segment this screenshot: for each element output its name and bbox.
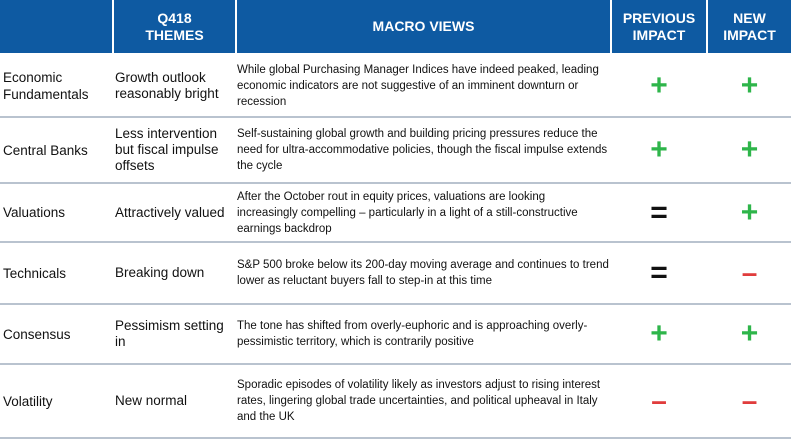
row-category: Volatility (3, 393, 53, 409)
table-row (0, 55, 791, 116)
previous-impact-symbol: = (650, 195, 668, 229)
previous-impact-symbol: = (650, 256, 668, 289)
row-category: Technicals (3, 265, 67, 281)
header-macro-views: MACRO VIEWS (237, 0, 610, 53)
new-impact-symbol: – (741, 385, 758, 416)
row-theme: Pessimism setting in (115, 318, 224, 349)
table-row (0, 118, 791, 182)
row-category: Economic Fundamentals (3, 69, 89, 102)
row-macro-view: Self-sustaining global growth and building pricing pressures reduce the need for ultra-accommodative policies, though the fiscal impulse extends the cycle (237, 128, 608, 172)
table-row (0, 305, 791, 363)
row-macro-view: The tone has shifted from overly-euphoric and is approaching overly-pessimistic territory, which is contrarily positive (237, 320, 588, 348)
table-row (0, 243, 791, 303)
row-theme: New normal (115, 393, 188, 408)
table-header (0, 0, 791, 55)
header-new-impact: NEW IMPACT (708, 0, 791, 53)
row-theme: Attractively valued (115, 204, 225, 220)
row-theme: Less intervention but fiscal impulse offsets (115, 126, 219, 173)
row-macro-view: While global Purchasing Manager Indices have indeed peaked, leading economic indicators are not suggestive of an imminent downturn or recession (237, 63, 599, 108)
previous-impact-symbol: + (650, 68, 668, 102)
row-theme: Breaking down (115, 265, 205, 280)
new-impact-symbol: + (740, 133, 759, 166)
row-theme: Growth outlook reasonably bright (115, 69, 219, 101)
row-macro-view: Sporadic episodes of volatility likely as investors adjust to rising interest rates, lingering global trade uncertainties, and political upheaval in Italy and the UK (237, 379, 601, 423)
row-divider (0, 437, 791, 439)
new-impact-symbol: + (740, 195, 759, 229)
header-themes: Q418 THEMES (114, 0, 235, 53)
header-previous-impact: PREVIOUS IMPACT (612, 0, 706, 53)
row-category: Valuations (3, 205, 66, 220)
new-impact-symbol: + (740, 68, 759, 102)
row-macro-view: S&P 500 broke below its 200-day moving average and continues to trend lower as reluctant buyers fall to step-in at this time (237, 259, 609, 287)
previous-impact-symbol: + (650, 317, 668, 350)
previous-impact-symbol: + (650, 133, 668, 166)
new-impact-symbol: – (741, 257, 758, 288)
table-row (0, 365, 791, 437)
row-category: Central Banks (3, 142, 88, 158)
header-category (0, 0, 112, 53)
row-macro-view: After the October rout in equity prices, valuations are looking increasingly compelling – particularly in a light of a still-constructive earnings backdrop (237, 190, 578, 235)
row-category: Consensus (3, 326, 71, 342)
new-impact-symbol: + (740, 317, 759, 350)
table-row (0, 184, 791, 241)
previous-impact-symbol: – (651, 385, 667, 416)
